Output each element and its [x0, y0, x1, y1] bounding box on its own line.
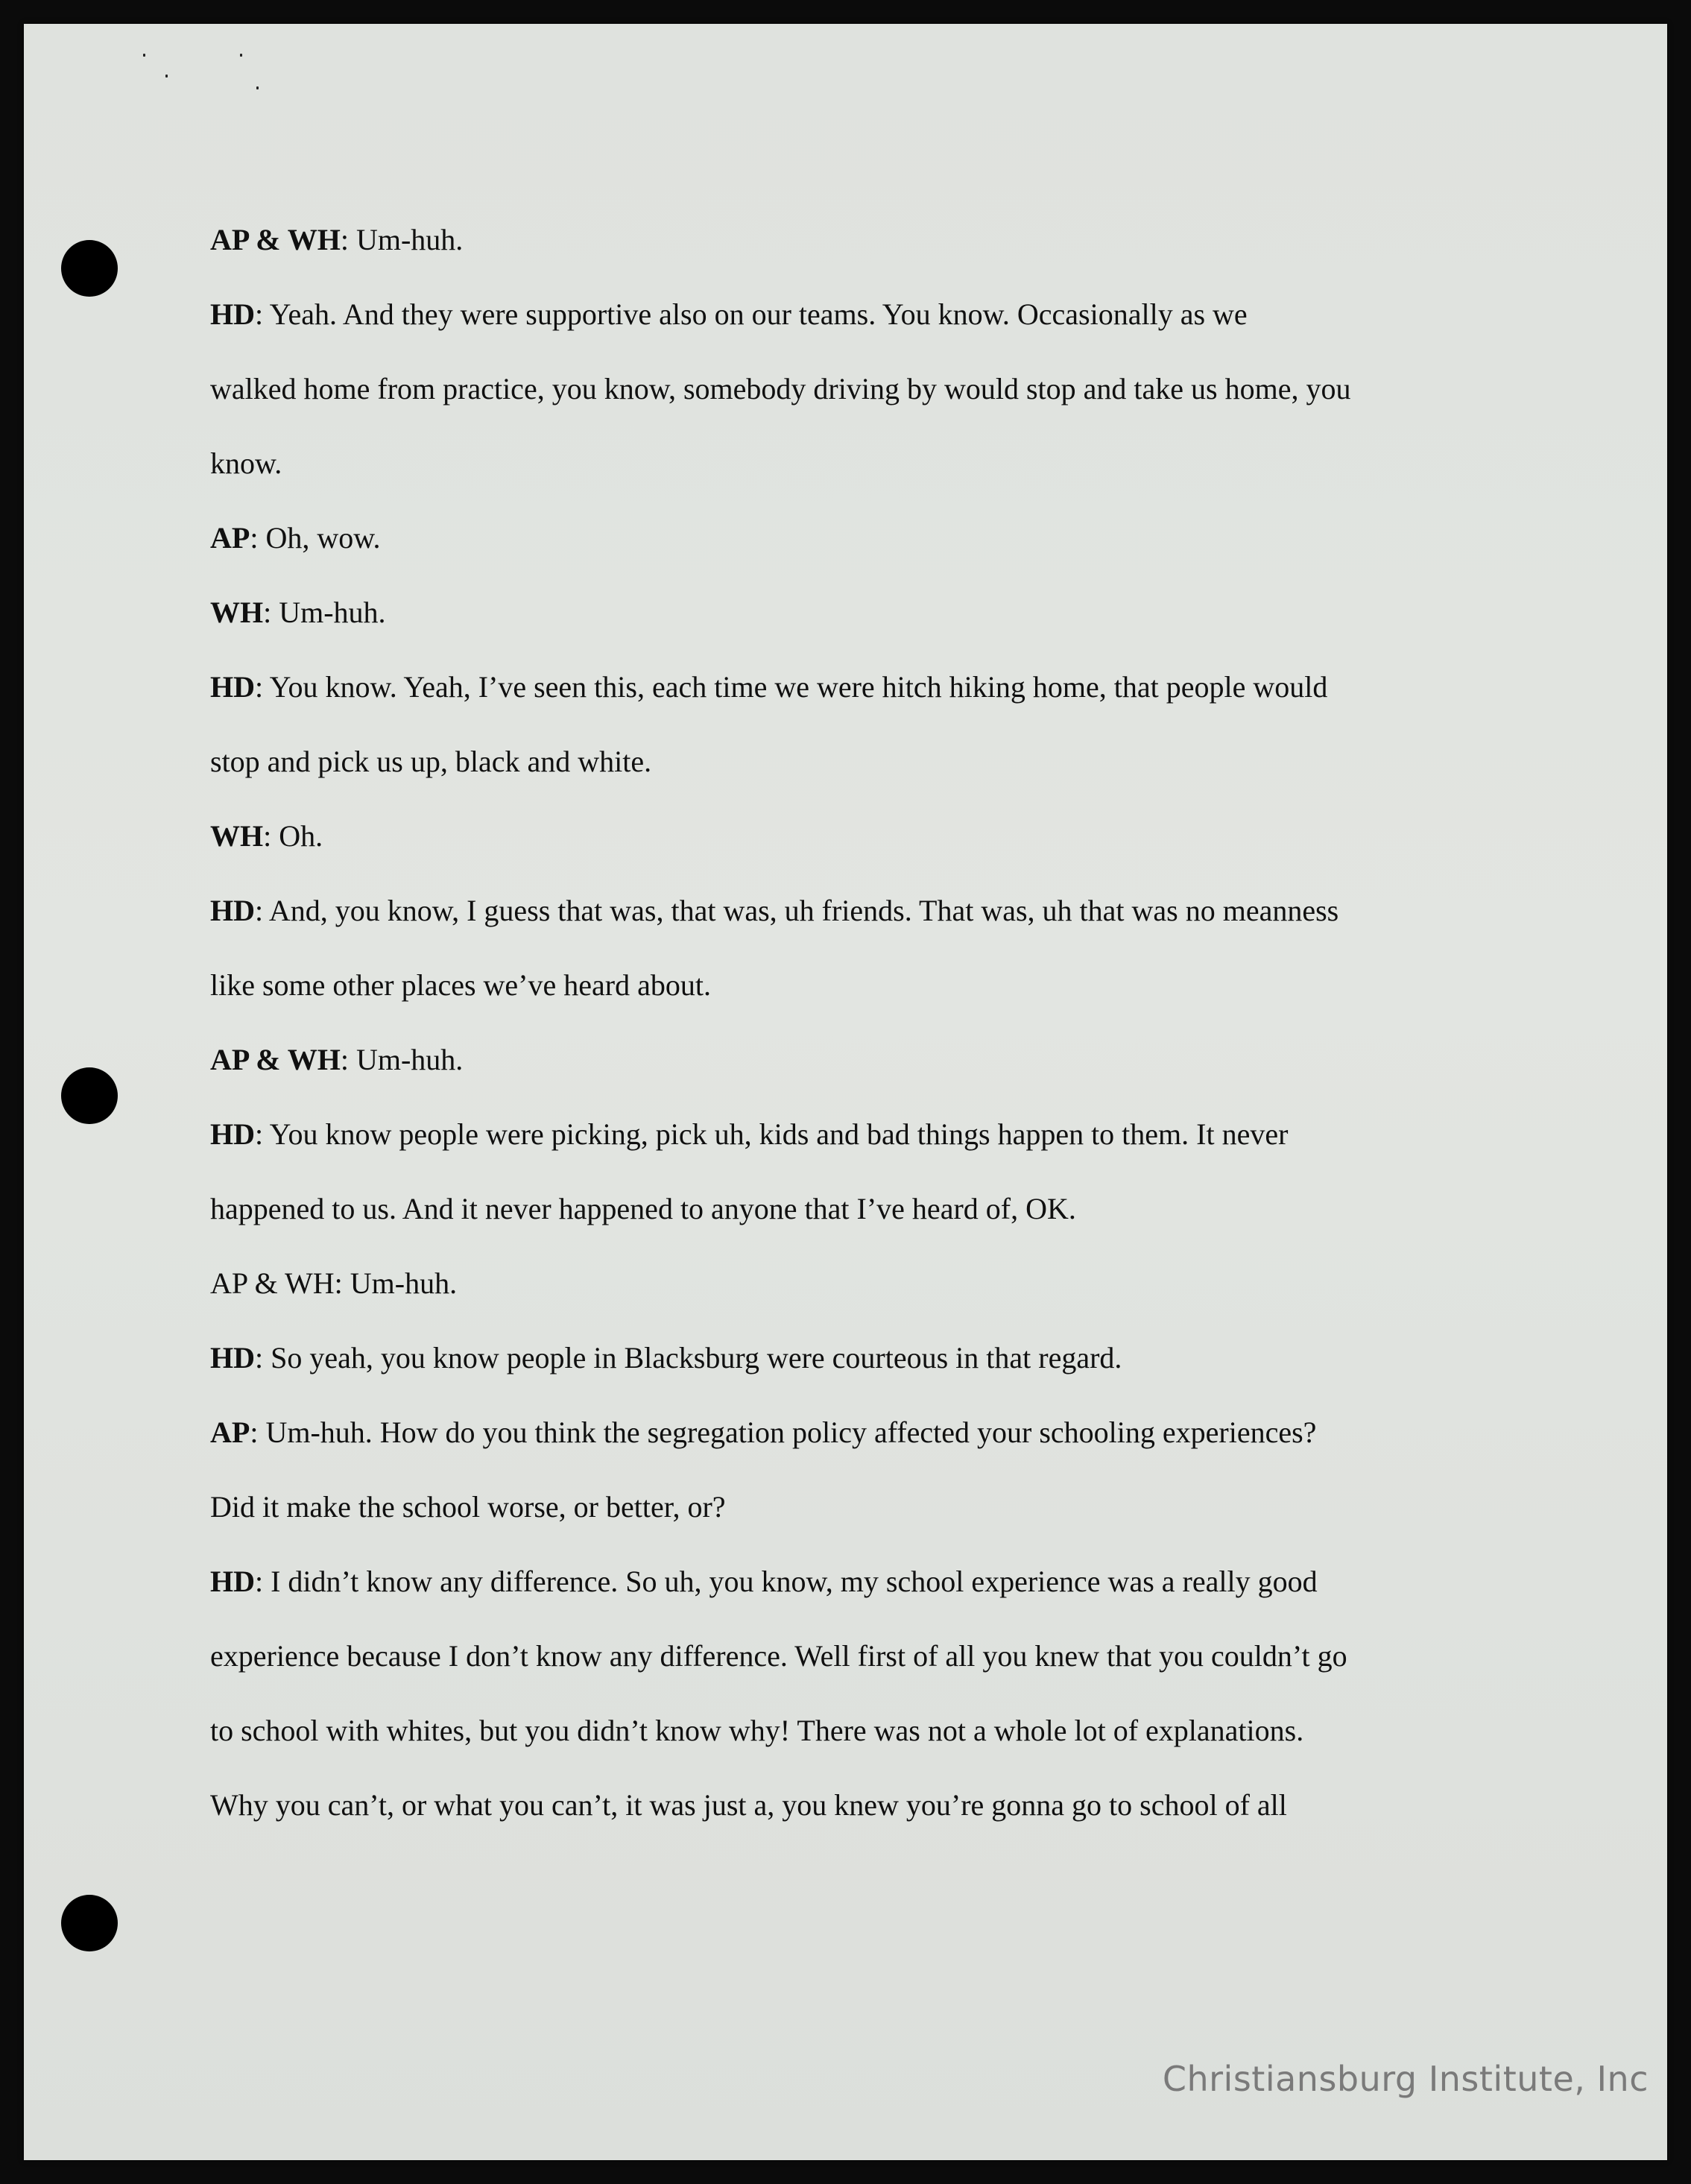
speaker-label: AP & WH: [210, 1043, 341, 1076]
transcript-line: [210, 1246, 1514, 1321]
speaker-label: HD: [210, 1117, 255, 1151]
transcript-line: [210, 1395, 1514, 1470]
transcript-line: [210, 725, 1514, 799]
transcript-line: [210, 799, 1514, 874]
line-text: happened to us. And it never happened to anyone that I’ve heard of, OK.: [210, 1192, 1076, 1225]
speaker-label: HD: [210, 894, 255, 927]
line-text: Did it make the school worse, or better, or?: [210, 1490, 726, 1524]
transcript-line: [210, 1470, 1514, 1544]
dust-speck: [240, 54, 242, 57]
transcript-line: [210, 948, 1514, 1023]
transcript-line: [210, 575, 1514, 650]
line-text: : Um-huh.: [340, 223, 464, 256]
transcript-line: [210, 426, 1514, 501]
line-text: experience because I don’t know any difference. Well first of all you knew that you couldn’t go: [210, 1639, 1347, 1673]
transcript-line: [210, 1321, 1514, 1395]
speaker-label: AP: [210, 1416, 250, 1449]
line-text: : Um-huh. How do you think the segregation policy affected your schooling experiences?: [250, 1416, 1317, 1449]
line-text: walked home from practice, you know, somebody driving by would stop and take us home, you: [210, 372, 1351, 405]
transcript-line: [210, 650, 1514, 725]
speaker-label: HD: [210, 670, 255, 704]
transcript-line: [210, 1172, 1514, 1246]
punch-hole-top: [61, 240, 118, 297]
transcript-line: [210, 352, 1514, 426]
line-text: : And, you know, I guess that was, that was, uh friends. That was, uh that was no meanness: [255, 894, 1339, 927]
line-text: : So yeah, you know people in Blacksburg were courteous in that regard.: [255, 1341, 1122, 1375]
line-text: : Oh, wow.: [250, 521, 381, 555]
dust-speck: [143, 54, 145, 57]
transcript-line: [210, 1023, 1514, 1097]
speaker-label: HD: [210, 297, 255, 331]
transcript-line: [210, 1544, 1514, 1619]
speaker-label: HD: [210, 1565, 255, 1598]
line-text: : Oh.: [263, 819, 323, 853]
transcript-body: [210, 203, 1514, 1843]
dust-speck: [165, 75, 168, 78]
punch-hole-bottom: [61, 1895, 118, 1951]
line-text: : I didn’t know any difference. So uh, you know, my school experience was a really good: [255, 1565, 1318, 1598]
line-text: : Yeah. And they were supportive also on our teams. You know. Occasionally as we: [255, 297, 1248, 331]
line-text: stop and pick us up, black and white.: [210, 745, 652, 778]
transcript-line: [210, 1619, 1514, 1694]
speaker-label: WH: [210, 819, 264, 853]
line-text: : You know. Yeah, I’ve seen this, each time we were hitch hiking home, that people would: [255, 670, 1328, 704]
transcript-line: [210, 1097, 1514, 1172]
line-text: Why you can’t, or what you can’t, it was just a, you knew you’re gonna go to school of all: [210, 1788, 1287, 1822]
transcript-line: [210, 1768, 1514, 1843]
line-text: : You know people were picking, pick uh, kids and bad things happen to them. It never: [255, 1117, 1289, 1151]
speaker-label: WH: [210, 596, 264, 629]
line-text: like some other places we’ve heard about.: [210, 968, 711, 1002]
line-text: AP & WH: Um-huh.: [210, 1266, 458, 1300]
punch-hole-middle: [61, 1067, 118, 1124]
speaker-label: AP: [210, 521, 250, 555]
line-text: : Um-huh.: [340, 1043, 464, 1076]
transcript-line: [210, 277, 1514, 352]
watermark-text: Christiansburg Institute, Inc: [1162, 2059, 1649, 2099]
transcript-line: [210, 203, 1514, 277]
line-text: know.: [210, 446, 282, 480]
line-text: : Um-huh.: [263, 596, 386, 629]
transcript-line: [210, 1694, 1514, 1768]
transcript-line: [210, 501, 1514, 575]
speaker-label: HD: [210, 1341, 255, 1375]
line-text: to school with whites, but you didn’t know why! There was not a whole lot of explanations.: [210, 1714, 1304, 1747]
paper-sheet: [24, 24, 1667, 2160]
speaker-label: AP & WH: [210, 223, 341, 256]
dust-speck: [256, 86, 259, 89]
transcript-line: [210, 874, 1514, 948]
